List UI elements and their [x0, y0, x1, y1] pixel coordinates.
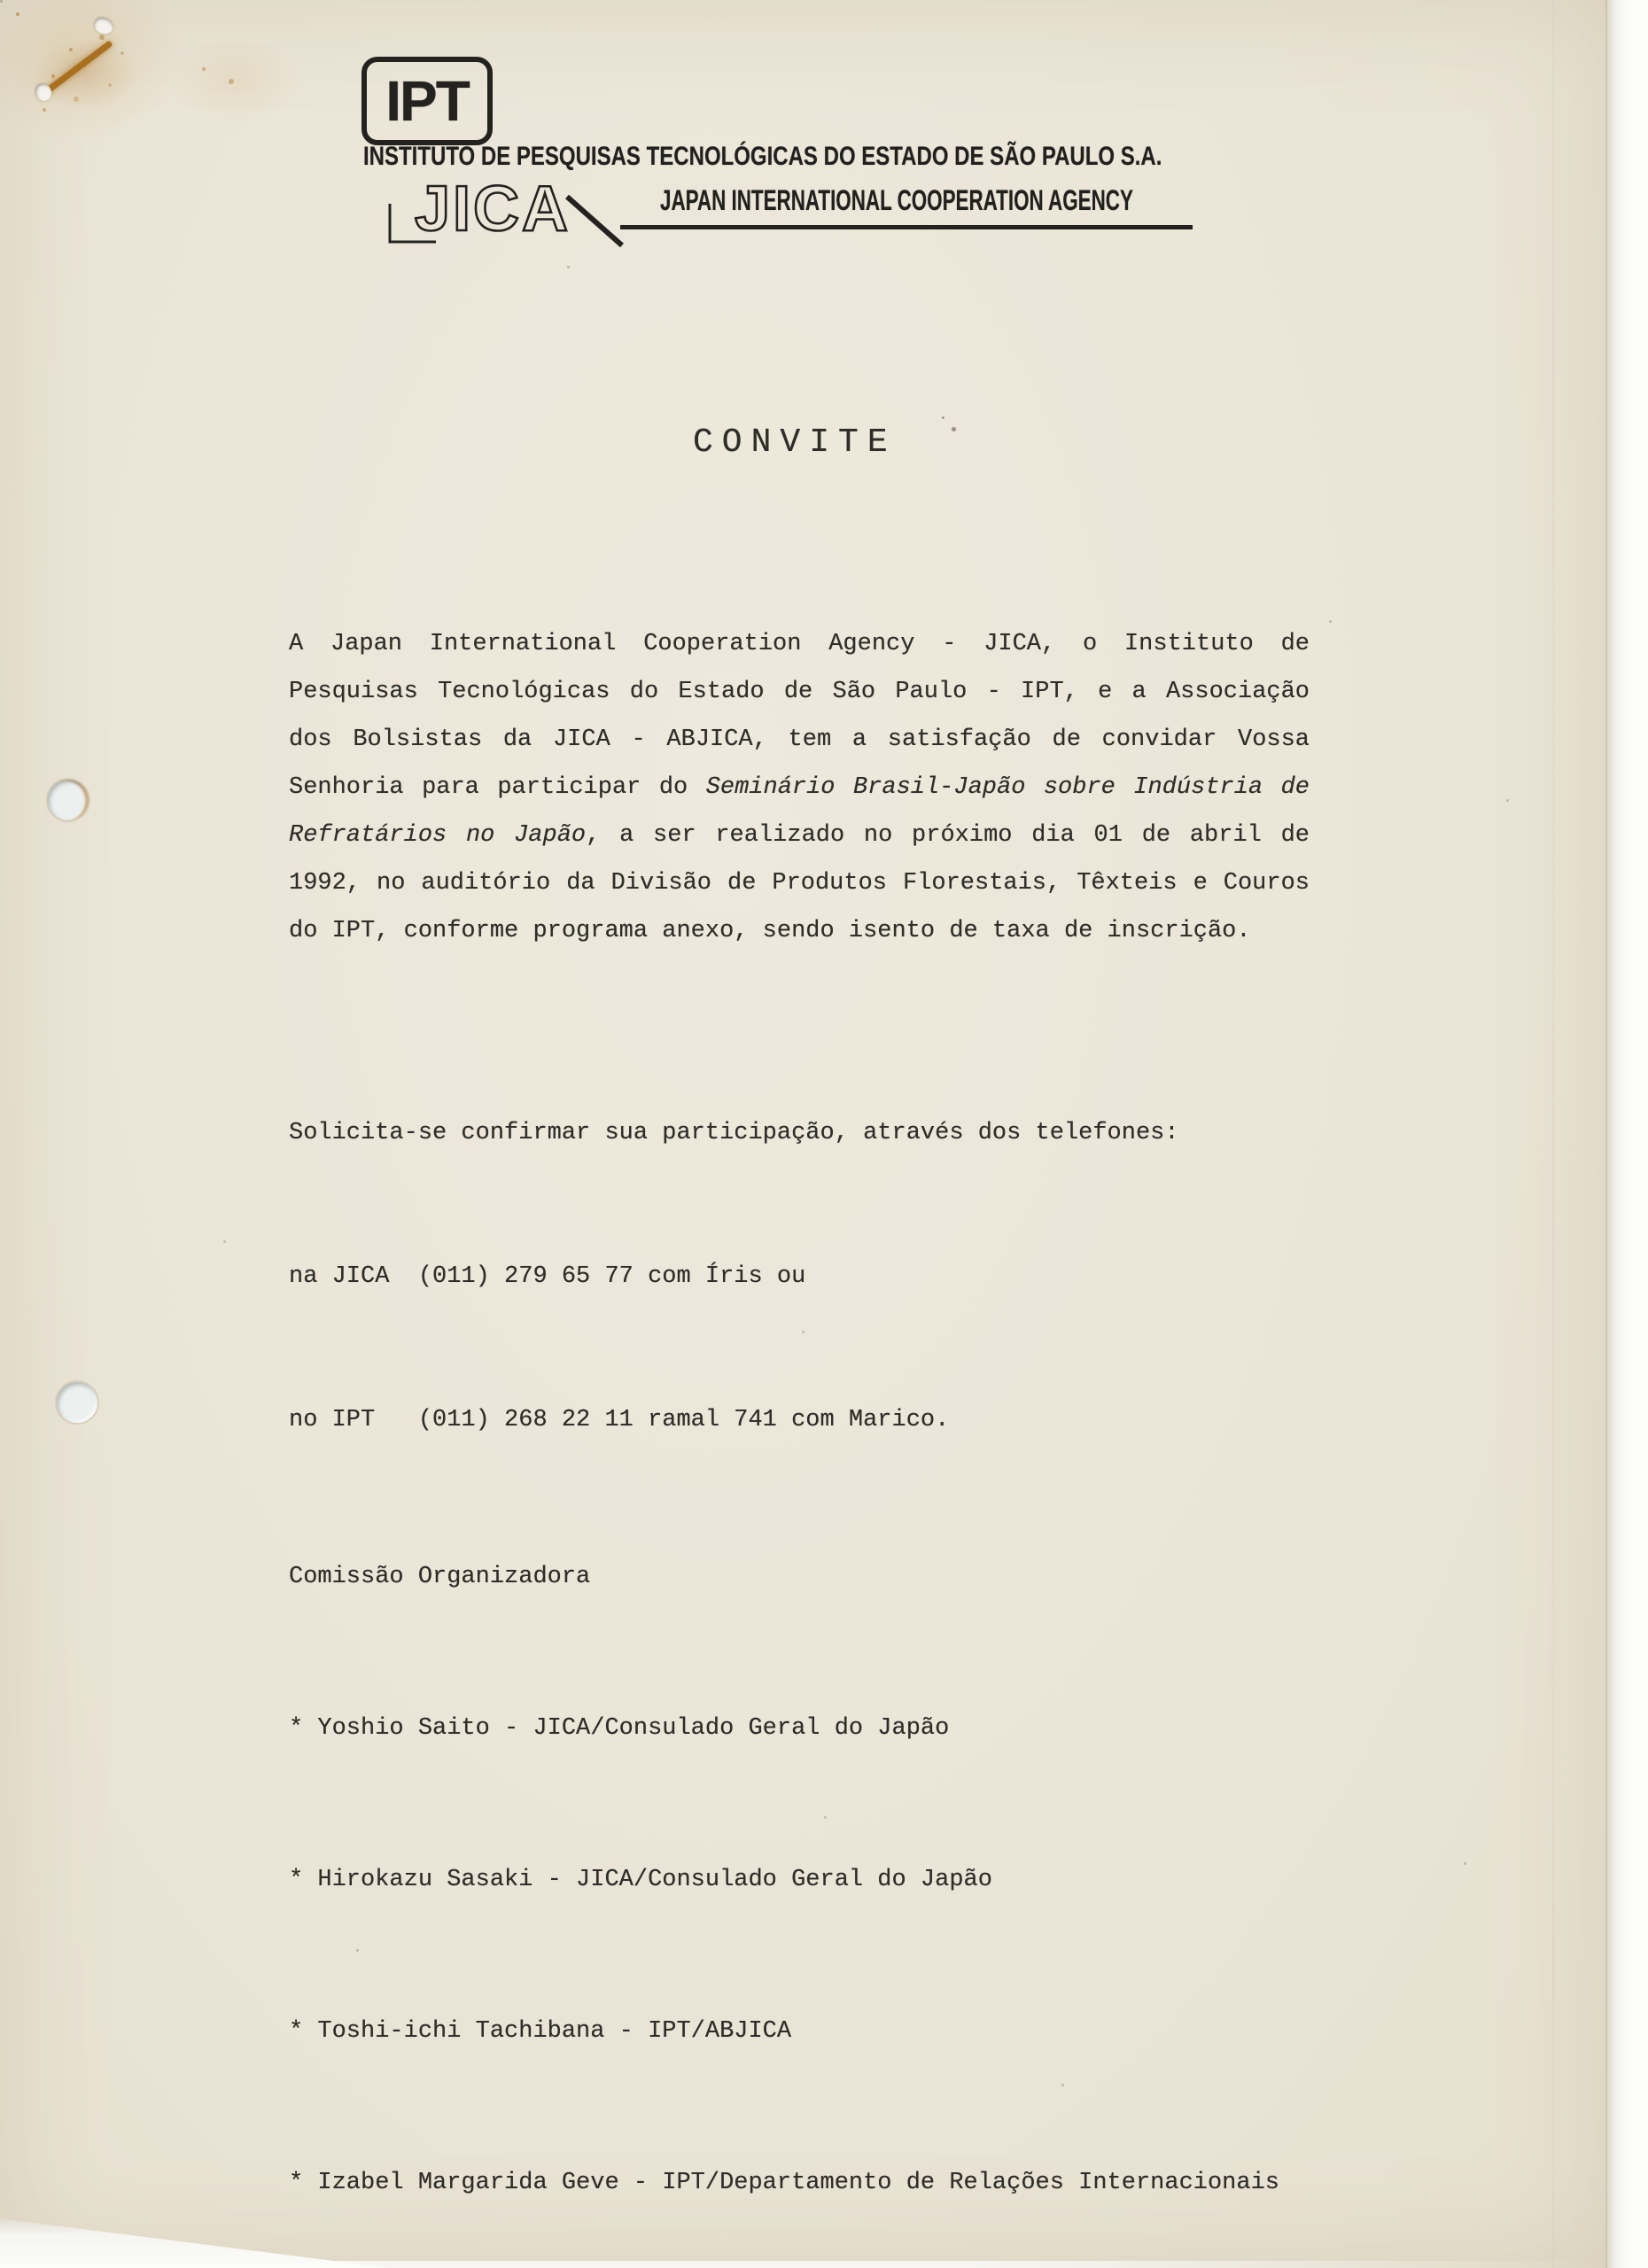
invitation-paragraph [289, 620, 1310, 955]
ipt-logo-text: IPT [385, 69, 469, 133]
agency-name: JAPAN INTERNATIONAL COOPERATION AGENCY [660, 184, 1133, 216]
paragraph-line: do IPT, conforme programa anexo, sendo isento de taxa de inscrição. [289, 918, 1251, 944]
document-title: CONVITE [693, 423, 897, 462]
seminar-title-italic: Seminário Brasil-Japão sobre Indústria de [705, 774, 1310, 801]
ipt-logo [361, 57, 493, 145]
scanner-background-edge [1607, 0, 1648, 2268]
paper-crease [1552, 0, 1555, 2268]
paragraph-line: 1992, no auditório da Divisão de Produtos Florestais, Têxteis e Couros [289, 870, 1310, 897]
jica-logo-text: JICA [415, 174, 571, 245]
rust-staple-mark [16, 12, 167, 128]
committee-block [289, 1451, 1441, 2268]
committee-member: * Izabel Margarida Geve - IPT/Departamento de Relações Internacionais [289, 2170, 1279, 2196]
committee-member: * Toshi-ichi Tachibana - IPT/ABJICA [289, 2018, 792, 2045]
paper-tear [92, 15, 115, 36]
paragraph-line [289, 764, 1310, 812]
agency-underline [620, 225, 1193, 229]
paragraph-text: , a ser realizado no próximo dia 01 de abril de [586, 822, 1310, 849]
paragraph-line: dos Bolsistas da JICA - ABJICA, tem a satisfação de convidar Vossa [289, 726, 1310, 753]
contact-phone-ipt: no IPT (011) 268 22 11 ramal 741 com Marico. [289, 1407, 950, 1433]
punch-hole-bottom [57, 1382, 97, 1423]
dust-specks [0, 0, 3, 3]
seminar-title-italic: Refratários no Japão [289, 822, 587, 849]
institute-name: INSTITUTO DE PESQUISAS TECNOLÓGICAS DO ESTADO DE SÃO PAULO S.A. [363, 142, 1162, 171]
jica-logo-icon [379, 174, 654, 249]
paragraph-line: A Japan International Cooperation Agency - JICA, o Instituto de [289, 631, 1310, 657]
committee-heading: Comissão Organizadora [289, 1564, 591, 1590]
contact-intro: Solicita-se confirmar sua participação, através dos telefones: [289, 1120, 1179, 1146]
punch-hole-top [48, 780, 89, 820]
rust-speckles [16, 12, 19, 16]
paragraph-line: Pesquisas Tecnológicas do Estado de São Paulo - IPT, e a Associação [289, 679, 1310, 705]
committee-member: * Hirokazu Sasaki - JICA/Consulado Geral do Japão [289, 1867, 992, 1893]
contact-phone-jica: na JICA (011) 279 65 77 com Íris ou [289, 1263, 806, 1290]
committee-member: * Yoshio Saito - JICA/Consulado Geral do Japão [289, 1715, 950, 1742]
paragraph-text: Senhoria para participar do [289, 774, 706, 801]
paragraph-line [289, 812, 1310, 859]
